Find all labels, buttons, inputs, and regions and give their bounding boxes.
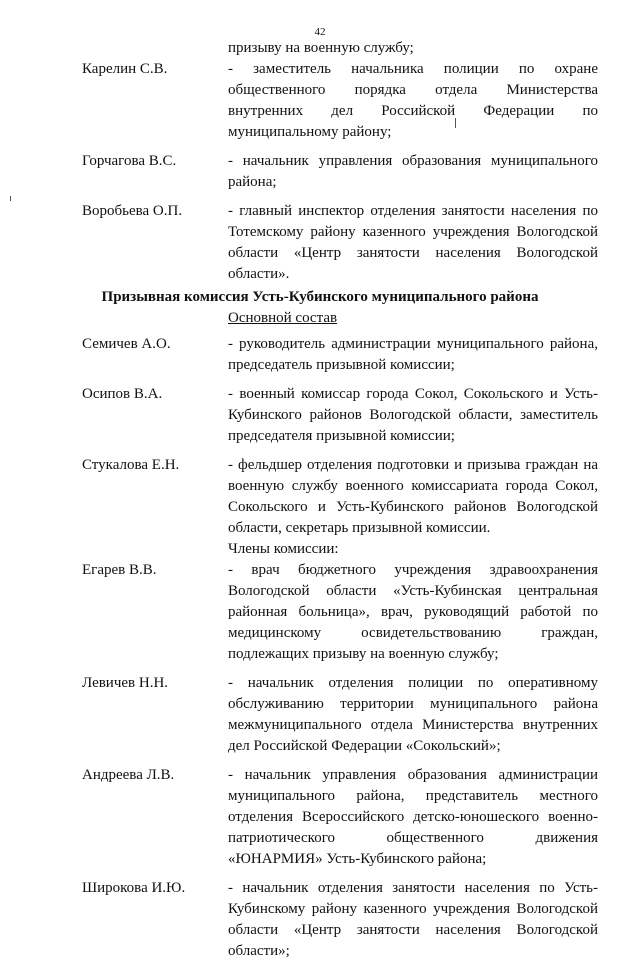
document-body xyxy=(0,38,640,962)
member-entry xyxy=(0,201,640,285)
member-name: Стукалова Е.Н. xyxy=(82,457,180,473)
member-description: - начальник управления образования муниципального района; xyxy=(228,153,598,190)
member-name: Андреева Л.В. xyxy=(82,767,175,783)
member-description: - заместитель начальника полиции по охране общественного порядка отдела Министерства внутренних дел Российской Федерации по муниципальному району; xyxy=(228,61,598,140)
member-description: - главный инспектор отделения занятости населения по Тотемскому району казенного учреждения Вологодской области «Центр занятости населения Вологодской области». xyxy=(228,203,598,282)
member-description: - врач бюджетного учреждения здравоохранения Вологодской области «Усть-Кубинская центральная районная больница», врач, руководящий работой по медицинскому освидетельствованию граждан, подлежащих призыву на военную службу; xyxy=(228,562,598,662)
member-entry xyxy=(0,878,640,962)
members-heading: Члены комиссии: xyxy=(228,541,339,557)
member-entry xyxy=(0,334,640,376)
member-description: - начальник управления образования администрации муниципального района, представитель местного отделения Всероссийского детско-юношеского военно-патриотического общественного движения «ЮНАРМИЯ» Усть-Кубинского района; xyxy=(228,767,598,867)
member-name: Горчагова В.С. xyxy=(82,153,177,169)
member-name: Широкова И.Ю. xyxy=(82,880,186,896)
member-description: - военный комиссар города Сокол, Сокольского и Усть-Кубинского районов Вологодской области, заместитель председателя призывной комиссии; xyxy=(228,386,598,444)
member-description: - руководитель администрации муниципального района, председатель призывной комиссии; xyxy=(228,336,598,373)
member-entry xyxy=(0,59,640,143)
member-entry xyxy=(0,384,640,447)
member-name: Семичев А.О. xyxy=(82,336,171,352)
member-entry xyxy=(0,151,640,193)
member-entry xyxy=(0,560,640,665)
continuation-text: призыву на военную службу; xyxy=(228,40,414,56)
member-description: - начальник отделения занятости населения по Усть-Кубинскому району казенного учреждения Вологодской области «Центр занятости населения Вологодской области»; xyxy=(228,880,598,959)
commission-title: Призывная комиссия Усть-Кубинского муниципального района xyxy=(101,289,539,305)
member-name: Карелин С.В. xyxy=(82,61,168,77)
member-name: Воробьева О.П. xyxy=(82,203,183,219)
member-description: - начальник отделения полиции по оперативному обслуживанию территории муниципального района межмуниципального отдела Министерства внутренних дел Российской Федерации «Сокольский»; xyxy=(228,675,598,754)
main-composition-heading: Основной состав xyxy=(228,310,338,326)
member-description: - фельдшер отделения подготовки и призыва граждан на военную службу военного комиссариата города Сокол, Сокольского и Усть-Кубинского районов Вологодской области, секретарь призывной комиссии. xyxy=(228,457,598,536)
member-name: Осипов В.А. xyxy=(82,386,163,402)
member-entry xyxy=(0,765,640,870)
member-entry xyxy=(0,673,640,757)
member-name: Егарев В.В. xyxy=(82,562,157,578)
member-entry xyxy=(0,455,640,539)
page-number: 42 xyxy=(314,26,326,38)
member-name: Левичев Н.Н. xyxy=(82,675,169,691)
